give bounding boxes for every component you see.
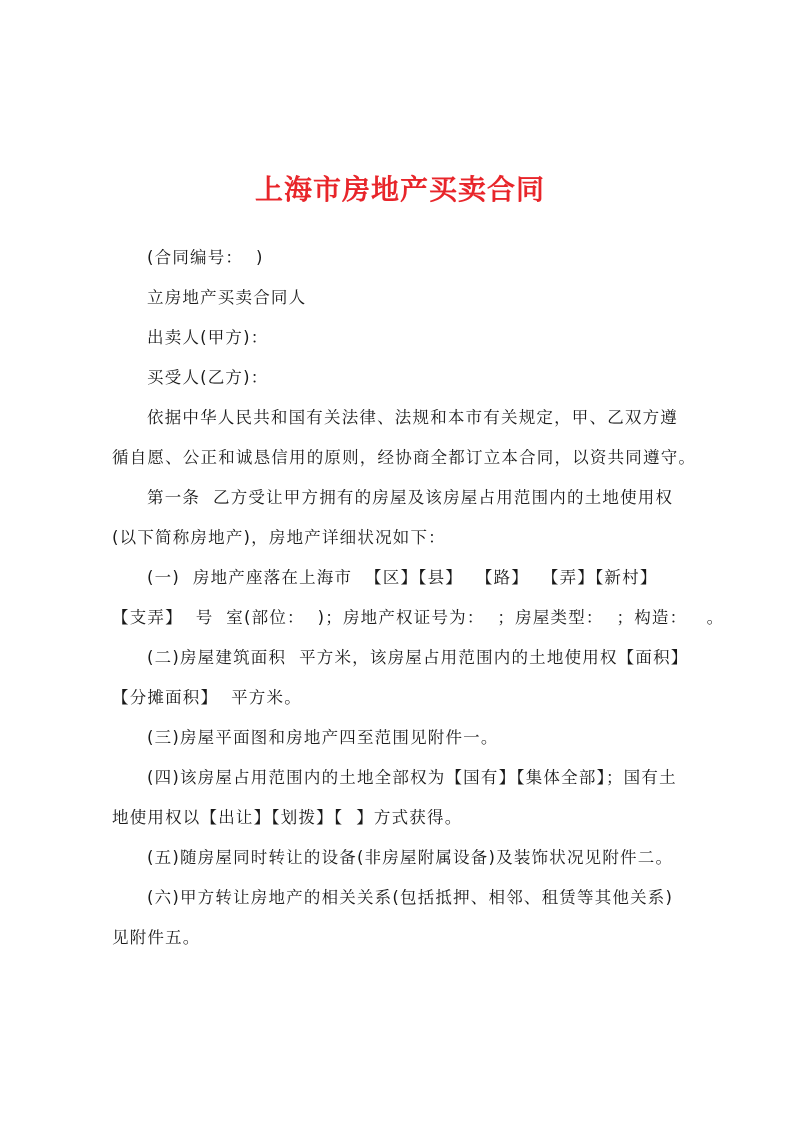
clause-4-line-2: 地使用权以【出让】【划拨】【 】方式获得。	[112, 808, 463, 827]
document-title: 上海市房地产买卖合同	[254, 173, 545, 206]
clause-3-line: (三)房屋平面图和房地产四至范围见附件一。	[147, 728, 499, 747]
clause-6-line-1: (六)甲方转让房地产的相关关系(包括抵押、相邻、租赁等其他关系)	[147, 888, 674, 907]
contract-parties-heading: 立房地产买卖合同人	[147, 288, 307, 307]
clause-4-line-1: (四)该房屋占用范围内的土地全部权为【国有】【集体全部】；国有土	[147, 768, 677, 787]
article-1-line-2: (以下简称房地产)，房地产详细状况如下：	[112, 528, 446, 547]
preamble-line-2: 循自愿、公正和诚恳信用的原则，经协商全都订立本合同，以资共同遵守。	[112, 448, 697, 467]
clause-6-line-2: 见附件五。	[112, 928, 201, 947]
clause-1-line-1: (一) 房地产座落在上海市 【区】【县】 【路】 【弄】【新村】	[147, 568, 658, 587]
buyer-line: 买受人(乙方)：	[147, 368, 269, 387]
seller-line: 出卖人(甲方)：	[147, 328, 269, 347]
preamble-line-1: 依据中华人民共和国有关法律、法规和本市有关规定，甲、乙双方遵	[147, 408, 678, 427]
clause-5-line: (五)随房屋同时转让的设备(非房屋附属设备)及装饰状况见附件二。	[147, 848, 674, 867]
clause-2-line-2: 【分摊面积】 平方米。	[112, 688, 302, 707]
clause-1-line-2: 【支弄】 号 室(部位： )；房地产权证号为： ；房屋类型： ；构造： 。	[112, 608, 725, 627]
document-body	[112, 238, 725, 958]
article-1-line-1: 第一条 乙方受让甲方拥有的房屋及该房屋占用范围内的土地使用权	[147, 488, 674, 507]
contract-number-line: (合同编号： )	[147, 248, 264, 267]
clause-2-line-1: (二)房屋建筑面积 平方米，该房屋占用范围内的土地使用权【面积】	[147, 648, 689, 667]
